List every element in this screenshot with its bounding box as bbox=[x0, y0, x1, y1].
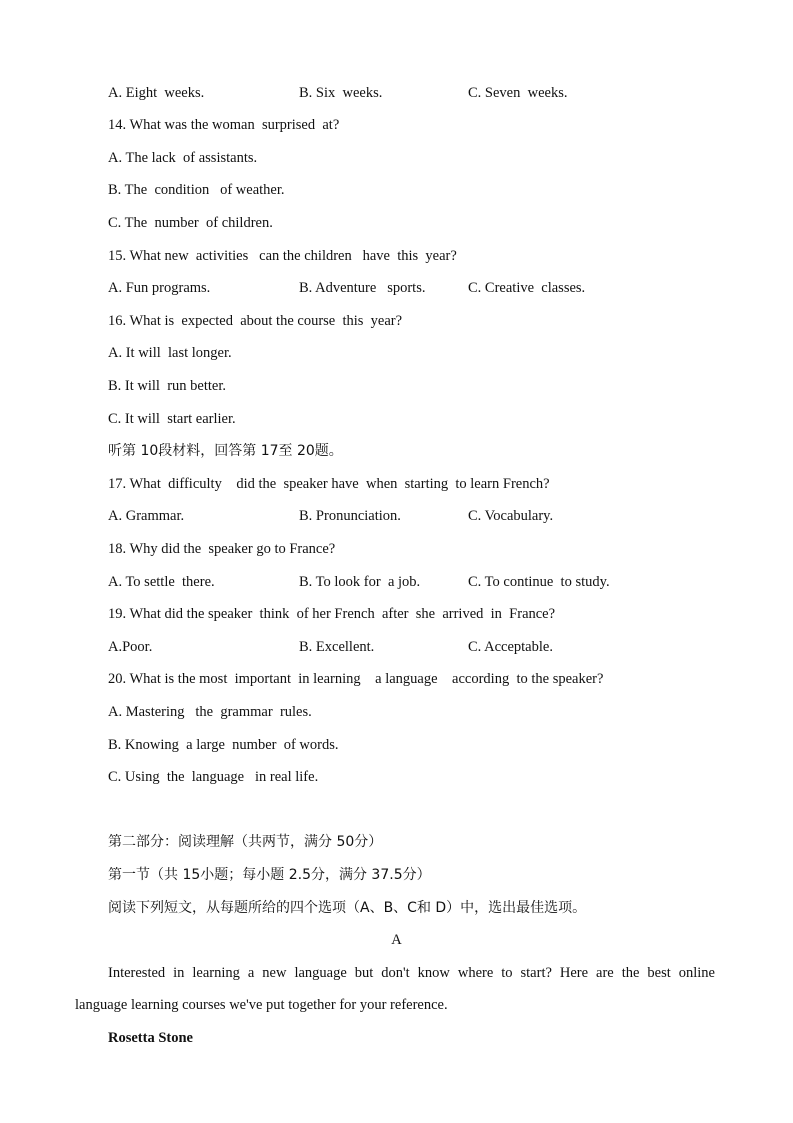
q15-option-b: B. Adventure sports. bbox=[299, 280, 426, 296]
q19-option-c: C. Acceptable. bbox=[468, 639, 553, 655]
q17-text: 17. What difficulty did the speaker have when starting to learn French? bbox=[108, 476, 550, 492]
q19-option-a: A.Poor. bbox=[108, 639, 153, 655]
q17-option-b: B. Pronunciation. bbox=[299, 508, 401, 524]
q20-text: 20. What is the most important in learning a language according to the speaker? bbox=[108, 671, 604, 687]
q16-text: 16. What is expected about the course this year? bbox=[108, 313, 403, 329]
part2-title: 第二部分：阅读理解（共两节，满分 50分） bbox=[108, 834, 383, 850]
q13-option-c: C. Seven weeks. bbox=[468, 85, 568, 101]
q19-option-b: B. Excellent. bbox=[299, 639, 375, 655]
q17-option-a: A. Grammar. bbox=[108, 508, 185, 524]
q20-option-c: C. Using the language in real life. bbox=[108, 769, 319, 785]
course-heading: Rosetta Stone bbox=[108, 1030, 193, 1046]
passage-intro-line-2: language learning courses we've put together for your reference. bbox=[75, 997, 448, 1013]
section10-intro: 听第 10段材料，回答第 17至 20题。 bbox=[108, 443, 343, 459]
q16-option-b: B. It will run better. bbox=[108, 378, 226, 394]
q15-option-c: C. Creative classes. bbox=[468, 280, 586, 296]
q20-option-b: B. Knowing a large number of words. bbox=[108, 737, 339, 753]
q13-option-a: A. Eight weeks. bbox=[108, 85, 205, 101]
part2-instruction: 阅读下列短文，从每题所给的四个选项（A、B、C和 D）中，选出最佳选项。 bbox=[108, 900, 587, 916]
q16-option-a: A. It will last longer. bbox=[108, 345, 232, 361]
q19-text: 19. What did the speaker think of her French after she arrived in France? bbox=[108, 606, 556, 622]
q14-option-b: B. The condition of weather. bbox=[108, 182, 285, 198]
q20-option-a: A. Mastering the grammar rules. bbox=[108, 704, 312, 720]
q15-text: 15. What new activities can the children have this year? bbox=[108, 248, 457, 264]
q13-option-b: B. Six weeks. bbox=[299, 85, 383, 101]
q16-option-c: C. It will start earlier. bbox=[108, 411, 236, 427]
passage-intro-line-1: Interested in learning a new language but don't know where to start? Here are the best online bbox=[108, 965, 715, 981]
q14-option-a: A. The lack of assistants. bbox=[108, 150, 258, 166]
q14-option-c: C. The number of children. bbox=[108, 215, 273, 231]
q18-option-c: C. To continue to study. bbox=[468, 574, 610, 590]
part2-section1-title: 第一节（共 15小题；每小题 2.5分，满分 37.5分） bbox=[108, 867, 431, 883]
q18-option-b: B. To look for a job. bbox=[299, 574, 421, 590]
q17-option-c: C. Vocabulary. bbox=[468, 508, 554, 524]
q18-option-a: A. To settle there. bbox=[108, 574, 215, 590]
q14-text: 14. What was the woman surprised at? bbox=[108, 117, 340, 133]
q18-text: 18. Why did the speaker go to France? bbox=[108, 541, 336, 557]
q15-option-a: A. Fun programs. bbox=[108, 280, 211, 296]
passage-label: A bbox=[391, 932, 402, 948]
